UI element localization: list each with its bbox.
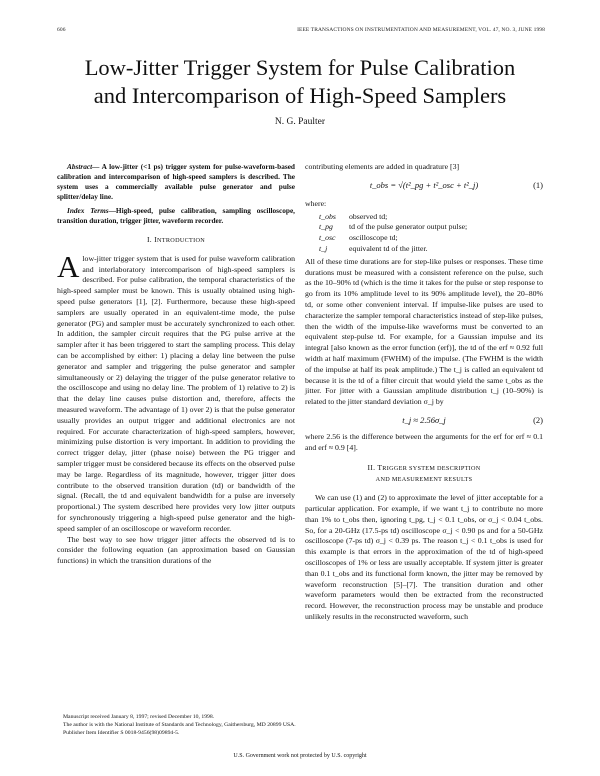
- definition-row: [319, 222, 543, 233]
- section-2-caps-2: EASUREMENT RESULTS: [397, 476, 473, 484]
- definition-symbol: t_pg: [319, 222, 333, 232]
- equation-2: [305, 408, 543, 432]
- section-1-numeral: I. I: [146, 235, 158, 244]
- footnote-affiliation: The author is with the National Institute of Standards and Technology, Gaithersburg, MD 20899 USA.: [63, 721, 296, 728]
- paper-title: [40, 54, 560, 110]
- journal-header: IEEE TRANSACTIONS ON INSTRUMENTATION AND MEASUREMENT, VOL. 47, NO. 3, JUNE 1998: [297, 27, 545, 33]
- section-1-caps: NTRODUCTION: [157, 237, 206, 244]
- index-terms-label: Index Terms: [67, 206, 109, 215]
- definition-symbol: t_j: [319, 243, 328, 253]
- title-line-1: Low-Jitter Trigger System for Pulse Calibration: [84, 55, 516, 80]
- intro-paragraph-2: The best way to see how trigger jitter affects the observed td is to consider the following equation (an approximation based on Gaussian functions) in which the transition durations of the: [57, 534, 295, 566]
- right-paragraph-2: where 2.56 is the difference between the arguments for the erf for erf ≈ 0.1 and erf ≈ 0.9 [4].: [305, 431, 543, 452]
- equation-2-body: t_j ≈ 2.56σ_j: [402, 414, 446, 425]
- section-heading-trigger-system: [305, 463, 543, 487]
- abstract-text: A low-jitter (<1 ps) trigger system for pulse-waveform-based calibration and intercomparison of high-speed samplers is described. The system uses a commercially available pulse generator and pulse splitter/delay line.: [57, 162, 295, 201]
- right-paragraph-1: All of these time durations are for step-like pulses or responses. These time durations must be measured with a consistent reference on the pulse, such as the 10–90% td (which is the time it takes for the pulse or step response to go from its 10% amplitude level to its 90% amplitude level), the 20–80% td, or some other convenient interval. If impulse-like pulses are used to characterize the sampler temporal characteristics instead of step-like pulses, then the width of the impulse-like waveforms must be converted to an equivalent step-pulse td. For example, for a Gaussian impulse and its integral [also known as the error function (erf)], the td of the erf ≈ 0.92 full width at half maximum (FWHM) of the impulse. (The FWHM is the width of the impulse at half its peak amplitude.) The t_j is called an equivalent td because it is the td of a filter circuit that would yield the same t_obs as the jitter. For jitter with a Gaussian amplitude distribution t_j (10–90%) is related to the jitter standard deviation σ_j by: [305, 256, 543, 407]
- abstract: [57, 162, 295, 202]
- section-heading-introduction: [57, 235, 295, 247]
- definition-text: oscilloscope td;: [349, 233, 398, 243]
- copyright-footer: U.S. Government work not protected by U.S. copyright: [233, 753, 367, 759]
- definition-text: equivalent td of the jitter.: [349, 243, 428, 253]
- definition-row: [319, 233, 543, 244]
- intro-paragraph-1: [57, 248, 295, 535]
- definition-row: [319, 244, 543, 255]
- left-column: [57, 162, 295, 567]
- right-column: [305, 162, 543, 623]
- index-terms: [57, 206, 295, 226]
- section-2-numeral: II. T: [367, 462, 383, 472]
- title-line-2: and Intercomparison of High-Speed Samplers: [93, 83, 507, 108]
- abstract-label: Abstract—: [67, 162, 100, 171]
- definition-symbol: t_osc: [319, 233, 336, 243]
- equation-1: [305, 173, 543, 197]
- where-label: where:: [305, 198, 327, 208]
- definition-text: observed td;: [349, 211, 388, 221]
- definition-symbol: t_obs: [319, 211, 336, 221]
- footnote-identifier: Publisher Item Identifier S 0018-9456(98)09894-5.: [63, 729, 180, 736]
- right-paragraph-3: We can use (1) and (2) to approximate the level of jitter acceptable for a particular application. For example, if we want t_j to contribute no more than 1% to t_obs then, ignoring t_pg, t_j < 0.1 t_obs, or σ_j < 0.04 t_obs. So, for a 20-GHz (17.5-ps td) oscilloscope σ_j < 0.90 ps and for a 50-GHz oscilloscope (7-ps td) σ_j < 0.39 ps. The reason t_j < 0.1 t_obs is used for this example is that errors in the approximation of the td of high-speed oscilloscopes of 1% or less are usually acceptable. If system jitter is greater than 0.1 t_obs and its functional form known, the jitter may be removed by waveform reconstruction [5]–[7]. The transition duration and other waveform parameters would then be extracted from the reconstructed record. However, the reconstruction process may be unstable and produce unlikely results in the reconstructed waveform, such: [305, 493, 543, 621]
- symbol-definitions: [319, 212, 543, 255]
- section-2-caps-1: RIGGER SYSTEM DESCRIPTION: [382, 464, 481, 472]
- right-lead-text: contributing elements are added in quadrature [3]: [305, 162, 460, 171]
- definition-row: [319, 212, 543, 223]
- intro-p1-text: low-jitter trigger system that is used for pulse waveform calibration and interlaboratory intercomparison of high-speed samplers is described. For pulse calibration, the temporal characteristics of the high-speed sampler must be known. This is usually obtained using high-speed pulse generators [1], [2]. Furthermore, because these high-speed samplers are usually operated in an equivalent-time mode, the pulse generator (PG) and sampler must be accurately synchronized to each other. In addition, the sampler circuit requires that the PG pulse arrive at the sampler after it has been triggered to start the sampling process. This delay can be accomplished by either: 1) placing a delay line between the pulse generator and sampler and triggering the pulse generator and sampler simultaneously or 2) delaying the trigger of the pulse generator relative to the oscilloscope and using no delay line. The problem of 1) relative to 2) is that the delay line causes pulse distortion and, therefore, affects the measured waveform. The advantage of 1) over 2) is that the pulse generator usually provides an output trigger and additional electronics are not required. For accurate characterization of high-speed samplers, however, minimizing pulse distortion is very important. In addition to providing the correct trigger delay, jitter (phase noise) between the PG trigger and sampler trigger must be considered because its effects on the observed pulse may be large. Regardless of its magnitude, however, trigger jitter does contribute to the observed transition duration (td) or bandwidth of the signal. (Recall, the td and equivalent bandwidth for a pulse are inversely proportional.) The system described here provides very low jitter outputs for synchronously triggering a high-speed pulse generator and the high-speed sampler of an oscilloscope or waveform recorder.: [57, 253, 295, 533]
- equation-1-body: t_obs = √(t²_pg + t²_osc + t²_j): [369, 179, 479, 190]
- drop-cap: A: [57, 248, 80, 284]
- footnote-received: Manuscript received January 8, 1997; revised December 10, 1998.: [63, 714, 215, 720]
- author: N. G. Paulter: [274, 117, 326, 127]
- footnotes: [57, 714, 297, 737]
- page-number: 606: [57, 27, 66, 33]
- equation-1-number: (1): [533, 179, 543, 190]
- index-terms-text: —High-speed, pulse calibration, sampling oscilloscope, transition duration, trigger jitter, waveform recorder.: [57, 206, 296, 225]
- definition-text: td of the pulse generator output pulse;: [349, 222, 468, 232]
- equation-2-number: (2): [533, 414, 543, 425]
- section-2-and: AND M: [375, 476, 398, 484]
